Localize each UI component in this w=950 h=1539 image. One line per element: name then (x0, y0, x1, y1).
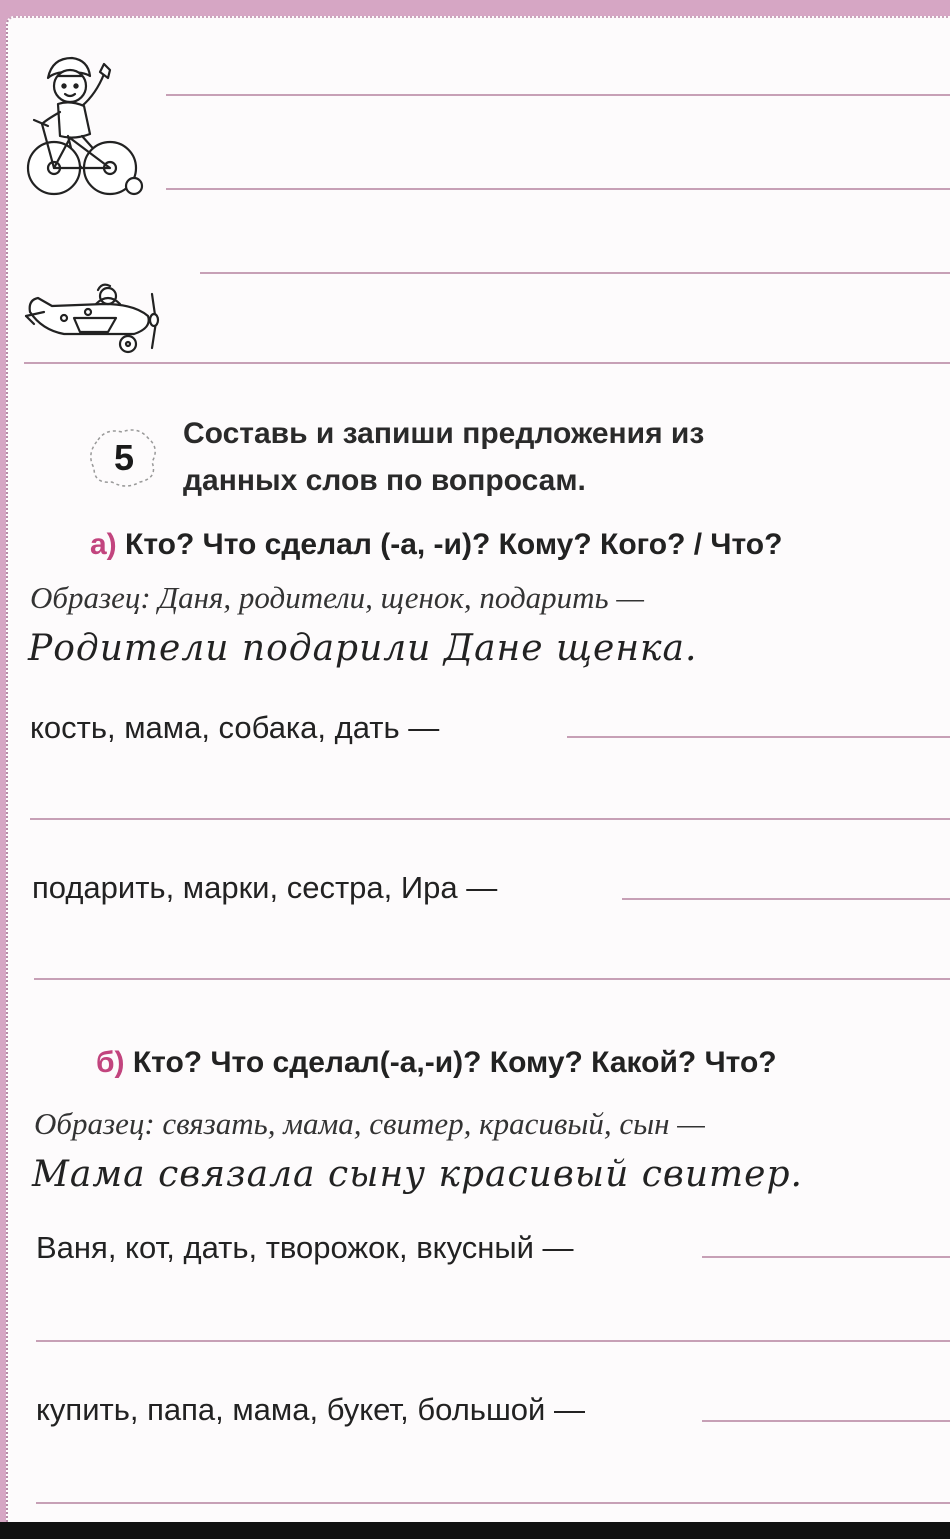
boy-on-bicycle-icon (24, 50, 149, 200)
answer-line[interactable] (36, 1340, 950, 1342)
writing-line[interactable] (200, 272, 950, 274)
part-b-item-2: купить, папа, мама, букет, большой — (36, 1392, 585, 1427)
answer-line[interactable] (567, 736, 950, 738)
part-a-questions: Кто? Что сделал (-а, -и)? Кому? Кого? / Что? (125, 528, 783, 561)
part-b-sample: Образец: связать, мама, свитер, красивый, сын — (34, 1106, 705, 1141)
task-number: 5 (113, 437, 135, 478)
part-a-letter: а) (90, 528, 117, 561)
answer-line[interactable] (34, 978, 950, 980)
answer-line[interactable] (702, 1256, 950, 1258)
part-b-letter: б) (96, 1046, 125, 1079)
part-b-heading (96, 1046, 777, 1080)
task-instruction (183, 410, 704, 504)
task-number-badge (88, 426, 160, 490)
part-a-item-2: подарить, марки, сестра, Ира — (32, 870, 498, 905)
writing-line[interactable] (166, 188, 950, 190)
airplane-icon (24, 282, 169, 357)
instruction-line: данных слов по вопросам. (183, 464, 586, 497)
instruction-line: Составь и запиши предложения из (183, 417, 705, 450)
answer-line[interactable] (702, 1420, 950, 1422)
part-a-item-1: кость, мама, собака, дать — (30, 710, 440, 745)
part-a-sample: Образец: Даня, родители, щенок, подарить — (30, 580, 644, 615)
workbook-page (6, 16, 950, 1524)
part-b-sample-answer: Мама связала сыну красивый свитер. (32, 1154, 803, 1195)
answer-line[interactable] (622, 898, 950, 900)
bottom-bar (0, 1522, 950, 1539)
part-a-sample-answer: Родители подарили Дане щенка. (28, 628, 698, 669)
part-a-heading (90, 528, 782, 562)
answer-line[interactable] (30, 818, 950, 820)
part-b-questions: Кто? Что сделал(-а,-и)? Кому? Какой? Что? (132, 1046, 777, 1079)
answer-line[interactable] (36, 1502, 950, 1504)
writing-line[interactable] (166, 94, 950, 96)
part-b-item-1: Ваня, кот, дать, творожок, вкусный — (36, 1230, 574, 1265)
writing-line[interactable] (24, 362, 950, 364)
